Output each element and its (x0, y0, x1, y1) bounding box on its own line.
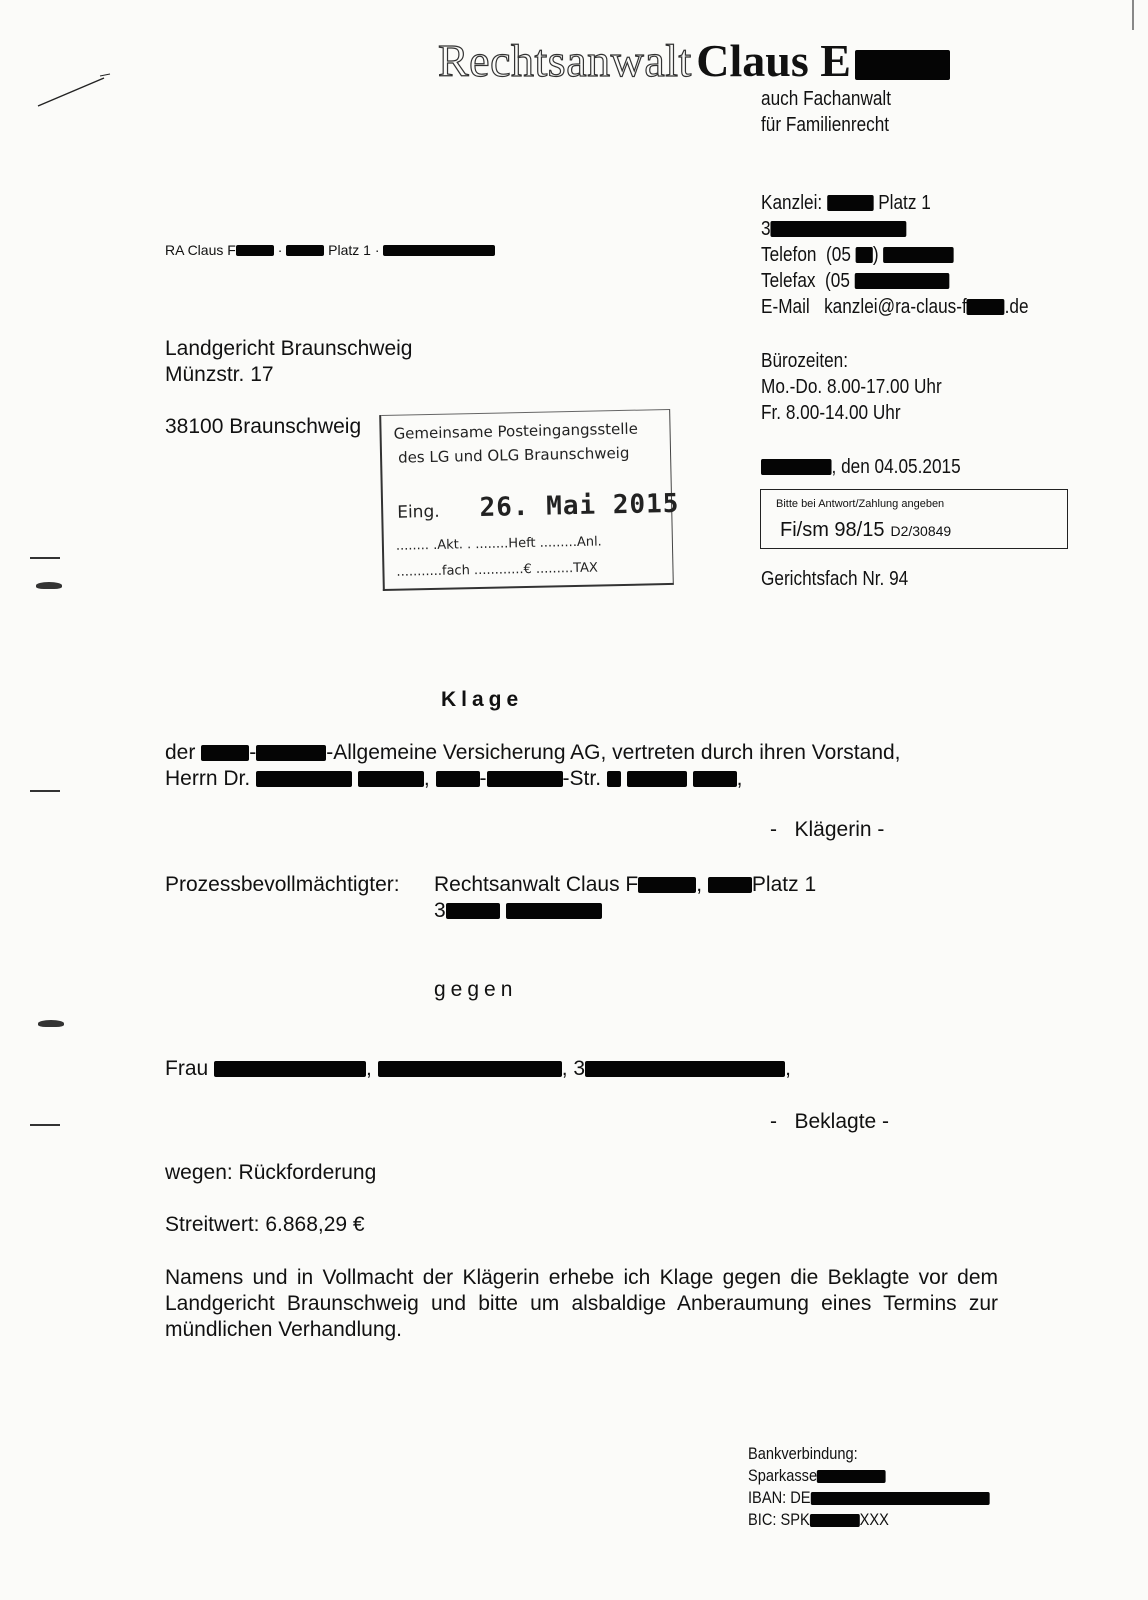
bank-bic (748, 1509, 989, 1531)
redaction-bar (487, 771, 563, 787)
redaction-bar (817, 1470, 886, 1483)
sender-prefix: RA Claus F (165, 242, 236, 258)
plaintiff-der: der (165, 741, 196, 764)
body-paragraph: Namens und in Vollmacht der Klägerin erhebe ich Klage gegen die Beklagte vor dem Landgericht Braunschweig und bitte um alsbaldige Anberaumung eines Termins zur mündlichen Verhandlung. (165, 1266, 998, 1341)
redaction-bar (506, 903, 602, 919)
email-prefix: kanzlei@ra-claus-f (824, 296, 967, 318)
recipient-name: Landgericht Braunschweig (165, 337, 413, 360)
office-contact-block: Kanzlei: Platz 1 3 Telefon (05 ) Telefax (05 E-Mail kanzlei@ra-claus-f .de (761, 192, 1029, 318)
counsel-label: Prozessbevollmächtigter: (165, 873, 400, 896)
stamp-received (397, 489, 680, 525)
counsel-block: Prozessbevollmächtigter: Rechtsanwalt Claus F , Platz 1 (165, 873, 817, 896)
recipient-city: 38100 Braunschweig (165, 415, 362, 438)
dispute-value: Streitwert: 6.868,29 € (165, 1213, 365, 1236)
hours-friday: Fr. 8.00-14.00 Uhr (761, 402, 901, 424)
letterhead-outline-text: Rechtsanwalt (438, 35, 692, 86)
redaction-bar (383, 245, 495, 256)
counsel-zip: 3 (434, 899, 446, 922)
redaction-bar (214, 1061, 366, 1077)
court-box-number: Gerichtsfach Nr. 94 (761, 568, 909, 590)
document-title: Klage (441, 688, 524, 711)
redaction-bar (358, 771, 424, 787)
redaction-bar (201, 745, 249, 761)
redaction-bar (585, 1061, 785, 1077)
stamp-line-1: Gemeinsame Posteingangsstelle (393, 419, 639, 443)
subtitle-line-2: für Familienrecht (761, 114, 890, 136)
sender-street: Platz 1 · (328, 242, 380, 258)
kanzlei-label: Kanzlei: (761, 192, 823, 214)
redaction-bar (378, 1061, 562, 1077)
bank-iban (748, 1487, 989, 1509)
redaction-bar (446, 903, 500, 919)
office-hours (761, 348, 942, 426)
plaintiff-block: der - -Allgemeine Versicherung AG, vertreten durch ihren Vorstand, Herrn Dr. , - -Str. , (165, 741, 901, 790)
bank-label: Bankverbindung: (748, 1444, 858, 1463)
redaction-bar (286, 245, 324, 256)
defendant-frau: Frau (165, 1057, 209, 1080)
subtitle-line-1: auch Fachanwalt (761, 88, 892, 110)
recipient-street: Münzstr. 17 (165, 363, 274, 386)
defendant-zip: 3 (573, 1057, 586, 1080)
redaction-bar (607, 771, 621, 787)
letterhead-subtitle (761, 86, 891, 138)
stamp-line-4: ........ .Akt. . ........Heft .........Anl. (395, 534, 602, 554)
redaction-bar (627, 771, 687, 787)
plaintiff-company: -Allgemeine Versicherung AG, vertreten durch ihren Vorstand, (326, 741, 901, 764)
scan-edge-mark (1132, 0, 1134, 30)
sender-separator: · (277, 242, 283, 258)
reference-note: Bitte bei Antwort/Zahlung angeben (776, 498, 945, 510)
defendant-role: - Beklagte - (770, 1110, 890, 1133)
subject-line: wegen: Rückforderung (165, 1161, 377, 1184)
stamp-line-2: des LG und OLG Braunschweig (397, 443, 630, 467)
counsel-address-line (434, 898, 602, 924)
redaction-bar (638, 877, 696, 893)
letterhead-name: Claus E (696, 35, 851, 86)
redaction-bar (436, 771, 480, 787)
reference-box (760, 489, 1068, 549)
redaction-bar (855, 273, 950, 289)
bank-bic-prefix: BIC: SPK (748, 1510, 810, 1529)
redaction-bar (810, 1514, 860, 1527)
letterhead-title (438, 34, 950, 87)
redaction-bar (855, 50, 950, 80)
redaction-bar (693, 771, 737, 787)
redaction-bar (771, 221, 907, 237)
punch-hole-mark (36, 582, 62, 589)
bank-bic-suffix: XXX (859, 1510, 889, 1529)
punch-hole-mark (38, 1020, 64, 1027)
sender-return-line (165, 242, 495, 258)
reference-code (780, 519, 951, 542)
plaintiff-str: -Str. (562, 767, 602, 790)
scan-pen-stroke (34, 70, 114, 112)
telefon-label: Telefon (05 (761, 244, 851, 266)
redaction-bar (883, 247, 954, 263)
plaintiff-herrn: Herrn Dr. (165, 767, 251, 790)
email-label: E-Mail (761, 296, 810, 318)
redaction-bar (256, 771, 352, 787)
redaction-bar (967, 299, 1005, 315)
receipt-stamp (379, 409, 680, 591)
hours-label: Bürozeiten: (761, 350, 849, 372)
redaction-bar (856, 247, 873, 263)
redaction-bar (256, 745, 326, 761)
telefax-label: Telefax (05 (761, 270, 850, 292)
office-zip: 3 (761, 218, 771, 240)
counsel-street: Platz 1 (751, 873, 817, 896)
hours-weekdays: Mo.-Do. 8.00-17.00 Uhr (761, 376, 942, 398)
defendant-block: Frau , , 3 , (165, 1057, 791, 1080)
redaction-bar (236, 245, 274, 256)
kanzlei-street: Platz 1 (878, 192, 931, 214)
reference-code-main: Fi/sm 98/15 (780, 519, 885, 541)
bank-sparkasse-label: Sparkasse (748, 1466, 818, 1485)
plaintiff-role: - Klägerin - (770, 818, 885, 841)
fold-mark (30, 790, 60, 792)
redaction-bar (827, 195, 873, 211)
fold-mark (30, 1124, 60, 1126)
fold-mark (30, 557, 60, 559)
reference-sub: D2/30849 (890, 523, 952, 539)
bank-details (748, 1443, 1029, 1531)
redaction-bar (761, 459, 832, 475)
date-line (761, 454, 961, 480)
stamp-top-line (381, 409, 669, 416)
stamp-date: 26. Mai 2015 (479, 488, 680, 523)
against-label: gegen (434, 978, 518, 1001)
bank-sparkasse (748, 1465, 989, 1487)
stamp-eing-label: Eing. (397, 501, 440, 523)
counsel-name: Rechtsanwalt Claus F (434, 873, 639, 896)
bank-iban-label: IBAN: DE (748, 1488, 811, 1507)
stamp-line-5: ...........fach ............€ .........TAX (396, 560, 599, 580)
letter-date: , den 04.05.2015 (831, 456, 961, 478)
recipient-address (165, 336, 413, 388)
email-suffix: .de (1004, 296, 1029, 318)
redaction-bar (811, 1492, 990, 1505)
redaction-bar (708, 877, 752, 893)
